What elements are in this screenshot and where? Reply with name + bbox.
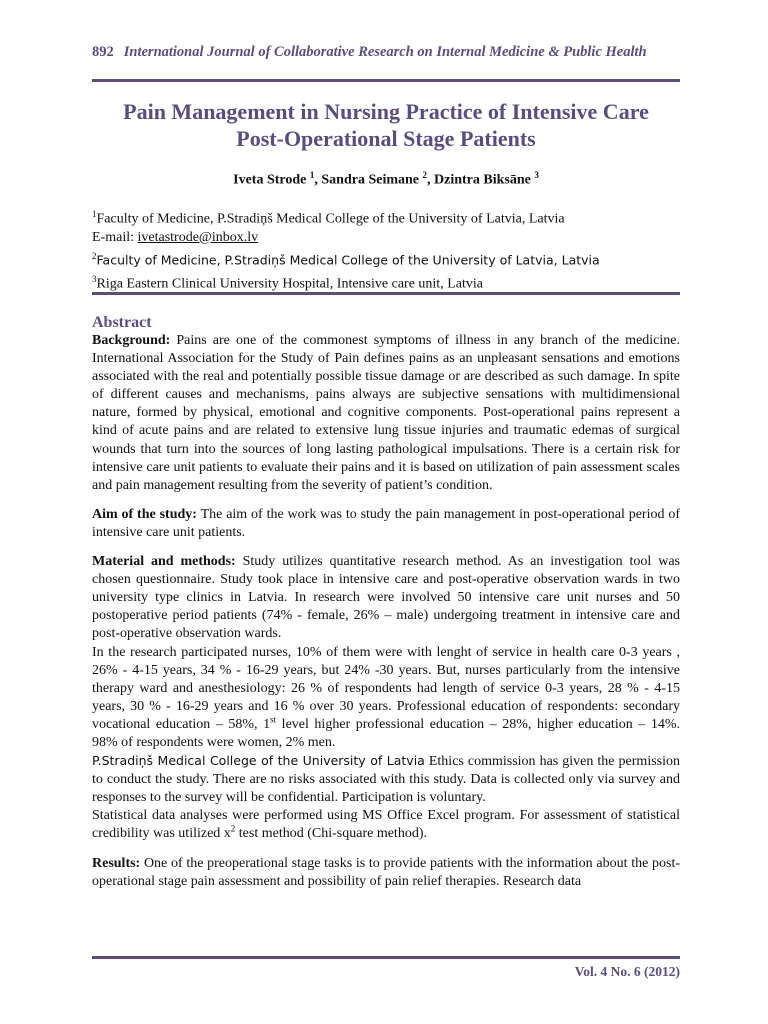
journal-name: International Journal of Collaborative Research on Internal Medicine & Public Health — [123, 44, 647, 60]
stats-paragraph — [92, 807, 680, 843]
stats-text: Statistical data analyses were performed using MS Office Excel program. For assessment of statistical credibility was utilized x — [92, 808, 680, 842]
aim-text: The aim of the work was to study the pain management in post-operational period of intensive care unit patients. — [92, 506, 680, 540]
affiliation-mark: 3 — [92, 274, 97, 285]
email-line — [92, 229, 680, 247]
ethics-text: Ethics commission has given the permission to conduct the study. There are no risks associated with this study. Data is collected only via survey and responses to the survey will be confidential. Participation is voluntary. — [92, 754, 680, 806]
page-number: 892 — [92, 44, 114, 60]
affiliation-1 — [92, 205, 680, 229]
methods-paragraph — [92, 553, 680, 643]
affiliation-2 — [92, 247, 680, 271]
affiliations — [92, 205, 680, 294]
author-name: Sandra Seimane — [321, 172, 419, 188]
author-separator: , — [314, 172, 322, 188]
email-label: E-mail: — [92, 229, 138, 245]
email-link[interactable]: ivetastrode@inbox.lv — [137, 229, 259, 245]
author-name: Iveta Strode — [233, 172, 307, 188]
results-text: One of the preoperational stage tasks is to provide patients with the information about the post-operational stage pain assessment and possibility of pain relief therapies. Research data — [92, 855, 680, 889]
running-header — [92, 44, 682, 61]
aim-paragraph — [92, 506, 680, 542]
college-name: P.Stradiņš Medical College of the University of Latvia — [92, 753, 425, 769]
methods-label: Material and methods: — [92, 554, 236, 570]
affiliation-mark: 2 — [92, 250, 97, 261]
title-line-2: Post-Operational Stage Patients — [236, 126, 536, 151]
methods-text: Study utilizes quantitative research method. As an investigation tool was chosen questionnaire. Study took place in intensive care and post-operative observation wards in two university type clinics in Latvia. In research were involved 50 intensive care unit nurses and 50 postoperative period patients (74% - female, 26% – male) undergoing treatment in intensive care and post-operative observation wards. — [92, 554, 681, 642]
author-affil-mark: 1 — [309, 170, 315, 180]
header-rule — [92, 79, 680, 82]
volume-info: Vol. 4 No. 6 (2012) — [574, 964, 680, 979]
affiliation-3 — [92, 270, 680, 294]
affiliation-text: Faculty of Medicine, P.Stradiņš Medical College of the University of Latvia, Latvia — [96, 252, 600, 268]
participants-paragraph — [92, 644, 680, 753]
stats-text-cont: test method (Chi-square method). — [235, 826, 427, 842]
background-label: Background: — [92, 333, 171, 348]
abstract-heading: Abstract — [92, 314, 152, 331]
affiliation-text: Faculty of Medicine, P.Stradiņš Medical College of the University of Latvia, Latvia — [96, 211, 565, 227]
ethics-paragraph — [92, 752, 680, 807]
author-name: Dzintra Biksāne — [434, 172, 531, 188]
participants-text: In the research participated nurses, 10% of them were with lenght of service in health care 0-3 years , 26% - 4-15 years, 34 % - 16-29 years, but 24% -30 years. But, nurses particularly from the intensive therapy ward and anesthesiology: 26 % of respondents had length of service 0-3 years, 28 % - 4-15 years, 30 % - 16-29 years and 16 % over 30 years. Professional education of respondents: secondary vocational education – 58%, 1 — [92, 644, 680, 732]
author-list — [92, 170, 680, 189]
aim-label: Aim of the study: — [92, 506, 197, 522]
author-affil-mark: 3 — [534, 170, 539, 180]
title-line-1: Pain Management in Nursing Practice of Intensive Care — [123, 99, 649, 124]
participants-text-cont: level higher professional education – 28%, higher education – 14%. 98% of respondents were women, 2% men. — [92, 716, 680, 750]
results-label: Results: — [92, 855, 141, 871]
affiliation-mark: 1 — [92, 209, 97, 219]
author-separator: , — [427, 172, 434, 188]
section-rule — [92, 292, 680, 295]
affiliation-text: Riga Eastern Clinical University Hospital, Intensive care unit, Latvia — [96, 276, 483, 292]
author-affil-mark: 2 — [422, 170, 427, 180]
chi-square-superscript: 2 — [230, 823, 236, 834]
ordinal-superscript: st — [270, 714, 277, 725]
background-paragraph — [92, 332, 680, 495]
footer-rule — [92, 956, 680, 959]
paper-title — [92, 98, 680, 152]
background-text: Pains are one of the commonest symptoms of illness in any branch of the medicine. International Association for the Study of Pain defines pains as an unpleasant sensations and emotions associated with the real and potentially possible tissue damage or are described as such damage. In spite of different causes and mechanisms, pains always are subjective sensations with multidimensional nature, formed by physical, emotional and cognitive components. Post-operational pains represent a kind of acute pains and are related to extensive lung tissue injuries and traumatic edemas of surgical wounds that turn into the sources of long lasting pathological impulsations. There is a certain risk for intensive care unit patients to evaluate their pains and it is based on utilization of pain assessment scales and pain management resulting from the severity of patient’s condition. — [92, 333, 680, 493]
abstract-body — [92, 332, 680, 891]
results-paragraph — [92, 855, 680, 891]
